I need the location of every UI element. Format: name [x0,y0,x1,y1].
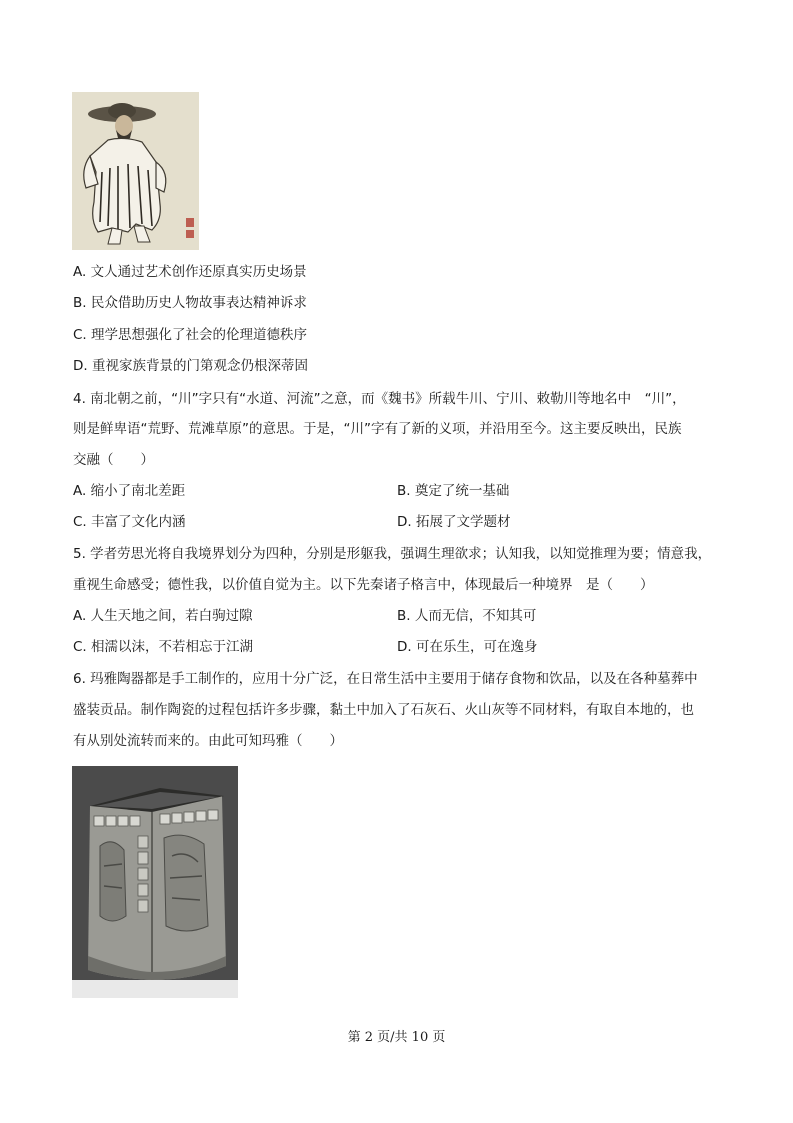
q5-option-b: B. 人而无信，不知其可 [397,608,537,624]
q3-option-b: B. 民众借助历史人物故事表达精神诉求 [73,295,307,311]
scholar-painting-illustration [72,92,199,250]
q4-stem-line-2: 则是鲜卑语“荒野、荒滩草原”的意思。于是，“川”字有了新的义项，并沿用至今。这主要反映出，民族 [73,421,682,437]
q4-option-c: C. 丰富了文化内涵 [73,514,186,530]
q4-option-b: B. 奠定了统一基础 [397,483,510,499]
q3-option-a: A. 文人通过艺术创作还原真实历史场景 [73,264,307,280]
q4-stem-line-1: 4. 南北朝之前，“川”字只有“水道、河流”之意，而《魏书》所载牛川、宁川、敕勒川等地名中 “川”， [73,391,686,407]
scholar-painting-image [72,92,199,250]
q5-option-a: A. 人生天地之间，若白驹过隙 [73,608,253,624]
q5-stem-line-1: 5. 学者劳思光将自我境界划分为四种，分别是形躯我，强调生理欲求；认知我，以知觉推理为要；情意我， [73,546,712,562]
q3-option-d: D. 重视家族背景的门第观念仍根深蒂固 [73,358,308,374]
q4-option-d: D. 拓展了文学题材 [397,514,511,530]
q4-stem-line-3: 交融（ ） [73,452,154,468]
page-number-footer: 第 2 页/共 10 页 [347,1030,446,1045]
q5-option-c: C. 相濡以沫，不若相忘于江湖 [73,639,254,655]
q4-option-a: A. 缩小了南北差距 [73,483,186,499]
q6-stem-line-2: 盛装贡品。制作陶瓷的过程包括许多步骤，黏土中加入了石灰石、火山灰等不同材料，有取自本地的，也 [73,702,694,718]
q6-stem-line-1: 6. 玛雅陶器都是手工制作的，应用十分广泛，在日常生活中主要用于储存食物和饮品，以及在各种墓葬中 [73,671,698,687]
q5-option-d: D. 可在乐生，可在逸身 [397,639,538,655]
maya-vessel-illustration [72,766,238,998]
maya-vessel-image [72,766,238,998]
q6-stem-line-3: 有从别处流转而来的。由此可知玛雅（ ） [73,733,343,749]
q3-option-c: C. 理学思想强化了社会的伦理道德秩序 [73,327,308,343]
q5-stem-line-2: 重视生命感受；德性我，以价值自觉为主。以下先秦诸子格言中，体现最后一种境界 是（ ） [73,577,654,593]
